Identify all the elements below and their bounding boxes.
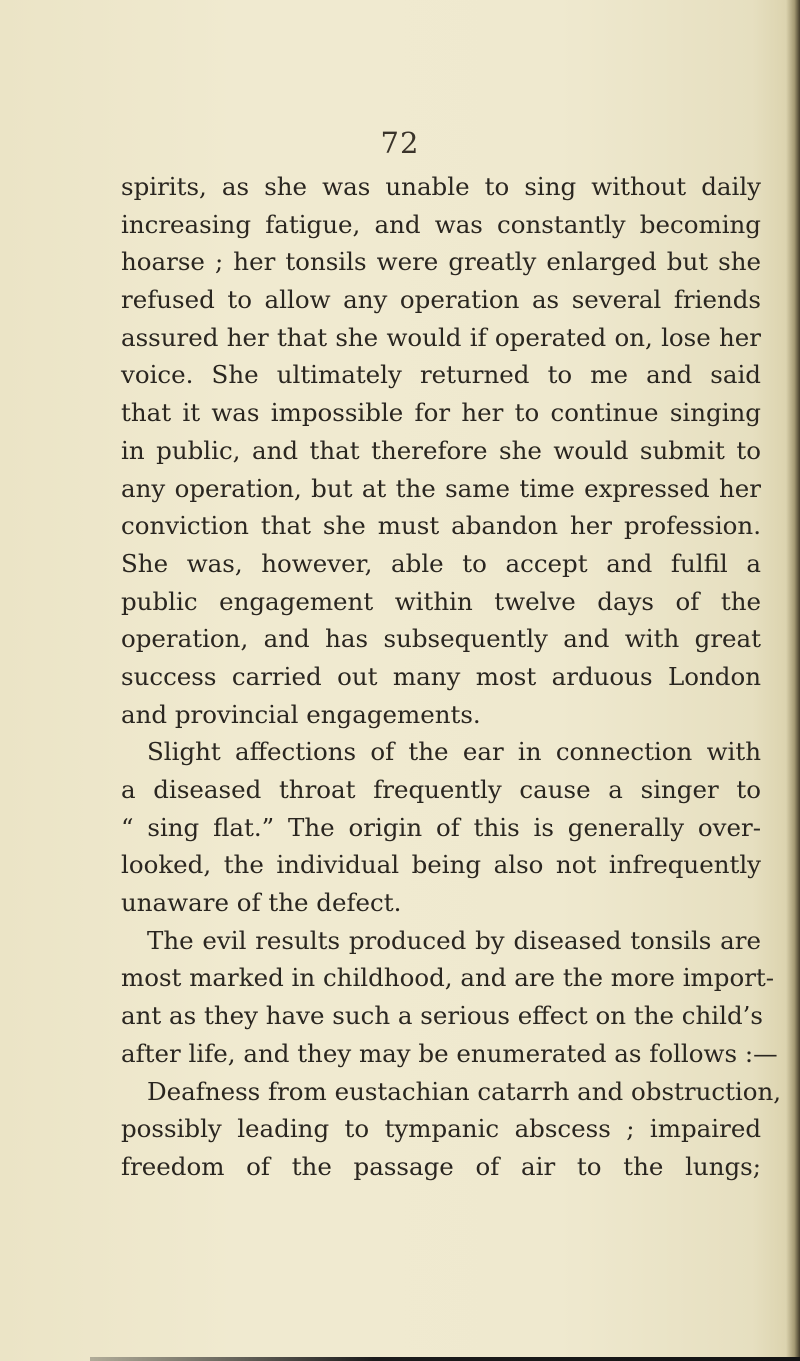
text-line: voice. She ultimately returned to me and said xyxy=(121,360,761,390)
text-line: success carried out many most arduous London xyxy=(121,661,761,691)
text-line: looked, the individual being also not infrequently xyxy=(121,850,761,880)
text-line: ant as they have such a serious effect on the child’s xyxy=(121,1001,764,1031)
paragraph-start-line: Slight affections of the ear in connection with xyxy=(147,737,761,767)
page-bottom-edge xyxy=(90,1357,800,1361)
text-line: refused to allow any operation as several friends xyxy=(121,285,761,315)
text-line: and provincial engagements. xyxy=(121,699,481,729)
text-line: that it was impossible for her to continue singing xyxy=(121,398,761,428)
text-line: possibly leading to tympanic abscess ; impaired xyxy=(121,1114,761,1144)
text-line: freedom of the passage of air to the lungs; xyxy=(121,1151,761,1181)
text-line: public engagement within twelve days of the xyxy=(121,586,761,616)
text-line: “ sing flat.” The origin of this is generally over- xyxy=(121,812,761,842)
paragraph-start-line: Deafness from eustachian catarrh and obstruction, xyxy=(147,1076,782,1106)
text-line: conviction that she must abandon her profession. xyxy=(121,511,761,541)
paragraph-start-line: The evil results produced by diseased tonsils are xyxy=(147,925,761,955)
text-line: hoarse ; her tonsils were greatly enlarged but she xyxy=(121,247,761,277)
text-line: She was, however, able to accept and fulfil a xyxy=(121,548,761,578)
page-number: 72 xyxy=(380,126,420,160)
text-line: spirits, as she was unable to sing without daily xyxy=(121,172,761,201)
text-line: any operation, but at the same time expressed her xyxy=(121,473,761,503)
text-line: increasing fatigue, and was constantly becoming xyxy=(121,209,761,239)
text-line: most marked in childhood, and are the more import- xyxy=(121,963,775,993)
text-line: a diseased throat frequently cause a singer to xyxy=(121,775,761,804)
text-line: assured her that she would if operated on, lose her xyxy=(121,322,761,352)
text-line: after life, and they may be enumerated as follows :— xyxy=(121,1038,778,1068)
text-line: operation, and has subsequently and with great xyxy=(121,624,761,654)
text-line: unaware of the defect. xyxy=(121,888,402,918)
text-line: in public, and that therefore she would submit to xyxy=(121,435,761,465)
body-text xyxy=(121,168,782,1186)
page-edge-shadow xyxy=(786,0,800,1361)
